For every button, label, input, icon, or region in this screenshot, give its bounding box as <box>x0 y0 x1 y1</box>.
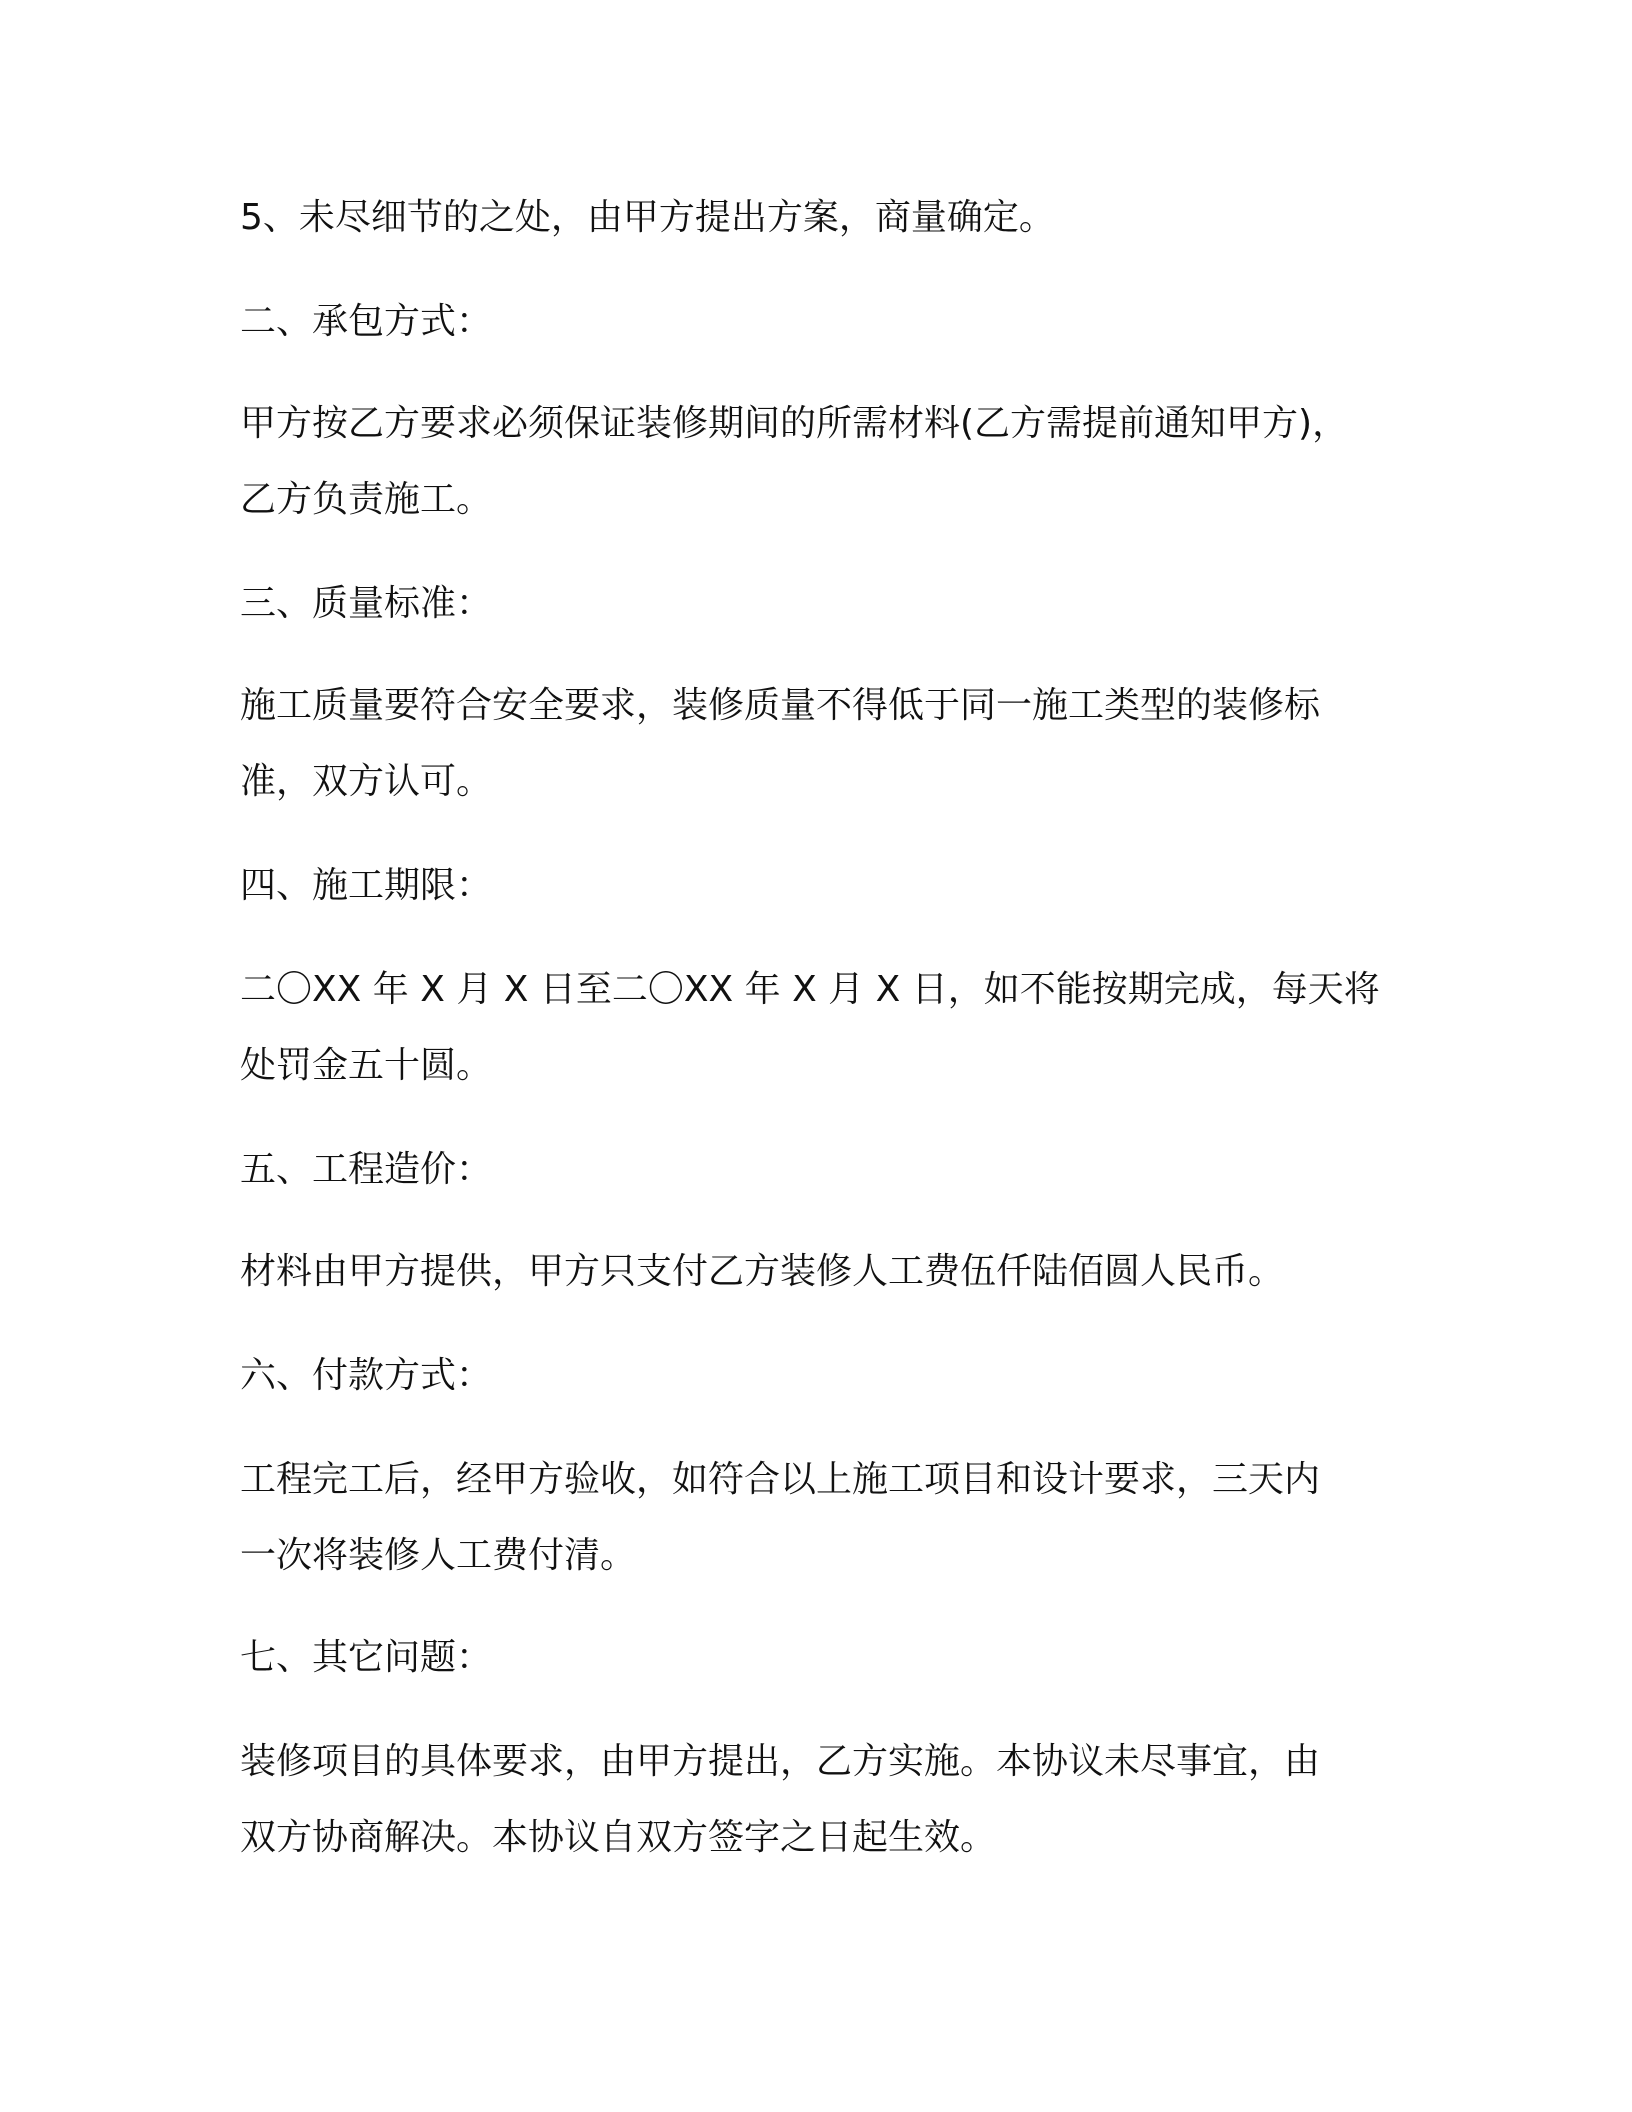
section-2-heading: 二、承包方式： <box>240 301 493 342</box>
section-7-heading: 七、其它问题： <box>240 1637 493 1678</box>
section-6-body-line-2: 一次将装修人工费付清。 <box>240 1535 637 1576</box>
section-2-body-line-1: 甲方按乙方要求必须保证装修期间的所需材料(乙方需提前通知甲方)， <box>240 403 1349 444</box>
section-3-heading: 三、质量标准： <box>240 583 493 624</box>
clause-5-text: 5、未尽细节的之处，由甲方提出方案，商量确定。 <box>240 197 1055 238</box>
section-4-heading: 四、施工期限： <box>240 865 493 906</box>
section-7-body-line-2: 双方协商解决。本协议自双方签字之日起生效。 <box>240 1817 997 1858</box>
section-7-body-line-1: 装修项目的具体要求，由甲方提出，乙方实施。本协议未尽事宜，由 <box>240 1741 1321 1782</box>
section-6-heading: 六、付款方式： <box>240 1355 493 1396</box>
section-2-body-line-2: 乙方负责施工。 <box>240 479 493 520</box>
section-5-heading: 五、工程造价： <box>240 1149 493 1190</box>
section-4-body-line-2: 处罚金五十圆。 <box>240 1045 493 1086</box>
section-4-body-line-1: 二〇XX 年 X 月 X 日至二〇XX 年 X 月 X 日，如不能按期完成，每天将 <box>240 969 1380 1010</box>
section-3-body-line-2: 准，双方认可。 <box>240 761 493 802</box>
section-6-body-line-1: 工程完工后，经甲方验收，如符合以上施工项目和设计要求，三天内 <box>240 1459 1321 1500</box>
section-5-body: 材料由甲方提供，甲方只支付乙方装修人工费伍仟陆佰圆人民币。 <box>240 1251 1285 1292</box>
section-3-body-line-1: 施工质量要符合安全要求，装修质量不得低于同一施工类型的装修标 <box>240 685 1321 726</box>
